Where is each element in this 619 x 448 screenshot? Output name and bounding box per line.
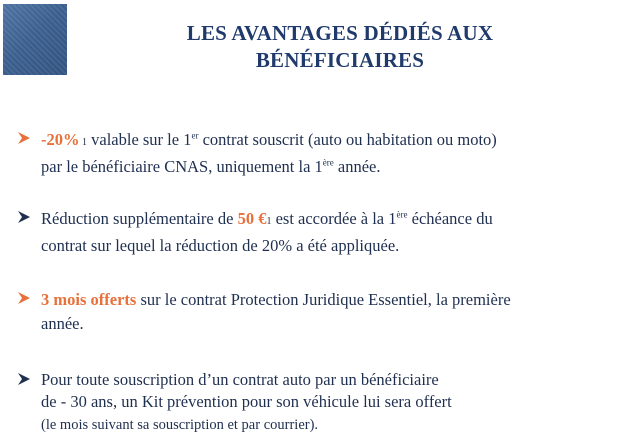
footnote-marker: 1 [266, 216, 272, 227]
amount-highlight: 50 € [237, 209, 267, 228]
dark-arrow-bullet-icon [17, 210, 31, 224]
discount-highlight: -20% [41, 130, 80, 149]
offer-highlight: 3 mois offerts [41, 290, 137, 309]
orange-arrow-bullet-icon [17, 131, 31, 145]
bullet-4-text: Pour toute souscription d’un contrat auto par un bénéficiaire de - 30 ans, un Kit prévention pour son véhicule lui sera offert (le mois suivant sa souscription et par courrier). [41, 370, 452, 433]
title-line-1: LES AVANTAGES DÉDIÉS AUX [186, 21, 494, 45]
dark-arrow-bullet-icon [17, 372, 31, 386]
page-title [120, 20, 560, 74]
orange-arrow-bullet-icon [17, 291, 31, 305]
bullet-1-text: -20% 1 valable sur le 1er contrat souscrit (auto ou habitation ou moto) par le bénéficiaire CNAS, uniquement la 1ère année. [41, 130, 497, 176]
bullet-3-text: 3 mois offerts sur le contrat Protection Juridique Essentiel, la première année. [41, 290, 511, 333]
bullet-2-text: Réduction supplémentaire de 50 €1 est accordée à la 1ère échéance du contrat sur lequel la réduction de 20% a été appliquée. [41, 209, 493, 255]
title-line-2: BÉNÉFICIAIRES [255, 48, 425, 72]
footnote-marker: 1 [82, 137, 87, 148]
decorative-corner-square [3, 4, 67, 75]
